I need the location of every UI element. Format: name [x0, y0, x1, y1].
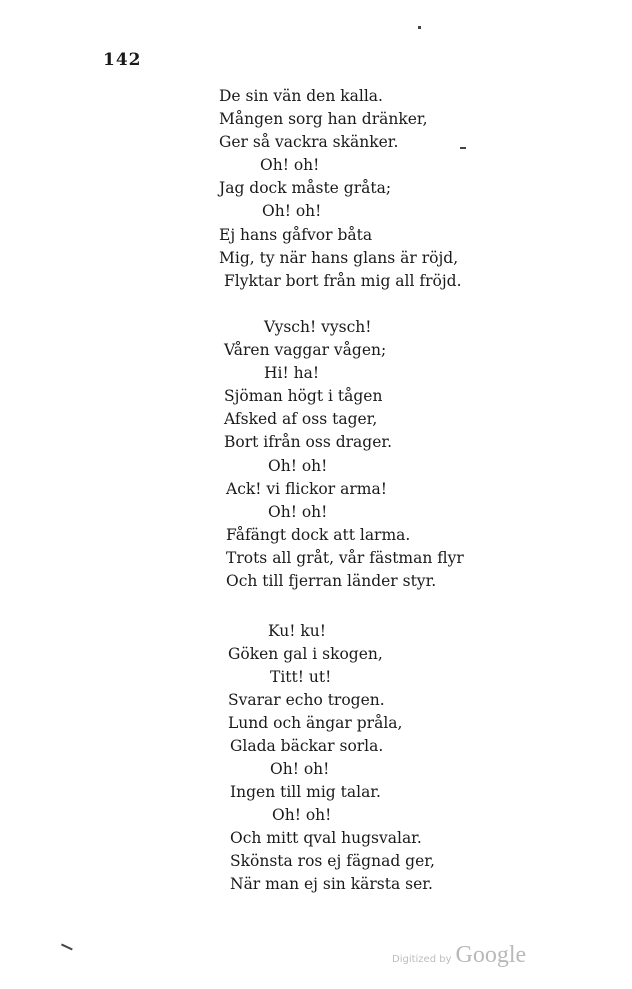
print-speck — [418, 26, 421, 29]
poem-line: Göken gal i skogen, — [228, 645, 383, 663]
poem-line: De sin vän den kalla. — [219, 87, 383, 105]
poem-line: Mången sorg han dränker, — [219, 110, 428, 128]
poem-line: Jag dock måste gråta; — [219, 179, 392, 197]
page-number: 142 — [103, 50, 142, 70]
poem-line: Och mitt qval hugsvalar. — [230, 829, 422, 847]
poem-line: Ku! ku! — [268, 622, 326, 640]
poem-line: Afsked af oss tager, — [224, 410, 378, 428]
poem-line: Fåfängt dock att larma. — [226, 526, 411, 544]
poem-line: Oh! oh! — [268, 457, 328, 475]
google-logo: Google — [455, 942, 527, 968]
digitized-label: Digitized by — [392, 954, 452, 965]
poem-line: Skönsta ros ej fägnad ger, — [230, 852, 435, 870]
poem-line: Sjöman högt i tågen — [224, 387, 383, 405]
digitized-by-watermark — [392, 942, 526, 969]
poem-line: Ack! vi flickor arma! — [226, 480, 387, 498]
poem-line: Oh! oh! — [260, 156, 320, 174]
poem-line: Svarar echo trogen. — [228, 691, 385, 709]
poem-line: Glada bäckar sorla. — [230, 737, 384, 755]
poem-line: Flyktar bort från mig all fröjd. — [224, 272, 462, 290]
poem-line: Oh! oh! — [262, 202, 322, 220]
poem-line: Oh! oh! — [268, 503, 328, 521]
poem-line: Hi! ha! — [264, 364, 320, 382]
poem-line: Våren vaggar vågen; — [224, 341, 387, 359]
poem-line: Ej hans gåfvor båta — [219, 226, 373, 244]
print-speck — [460, 147, 466, 149]
poem-line: Lund och ängar pråla, — [228, 714, 403, 732]
poem-line: Ingen till mig talar. — [230, 783, 381, 801]
poem-line: Oh! oh! — [270, 760, 330, 778]
poem-line: Vysch! vysch! — [264, 318, 372, 336]
poem-line: Oh! oh! — [272, 806, 332, 824]
print-speck — [61, 944, 73, 950]
poem-line: Bort ifrån oss drager. — [224, 433, 393, 451]
poem-line: Och till fjerran länder styr. — [226, 572, 437, 590]
poem-line: Titt! ut! — [270, 668, 332, 686]
poem-line: Mig, ty när hans glans är röjd, — [219, 249, 459, 267]
poem-line: Trots all gråt, vår fästman flyr — [226, 549, 464, 567]
poem-line: När man ej sin kärsta ser. — [230, 875, 433, 893]
poem-line: Ger så vackra skänker. — [219, 133, 399, 151]
